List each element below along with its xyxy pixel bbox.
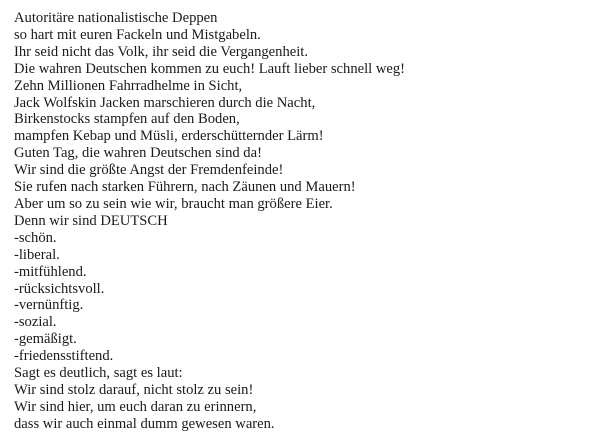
text-line: Wir sind stolz darauf, nicht stolz zu sein!	[14, 381, 254, 398]
text-line: Zehn Millionen Fahrradhelme in Sicht,	[14, 77, 243, 94]
list-item: -liberal.	[14, 246, 60, 263]
text-line: Sie rufen nach starken Führern, nach Zäunen und Mauern!	[14, 179, 356, 196]
text-line: Wir sind hier, um euch daran zu erinnern,	[14, 398, 257, 415]
list-item: -sozial.	[14, 314, 57, 331]
list-item: -mitfühlend.	[14, 263, 87, 280]
text-line: Sagt es deutlich, sagt es laut:	[14, 365, 183, 382]
text-line: Guten Tag, die wahren Deutschen sind da!	[14, 145, 262, 162]
list-item: -rücksichtsvoll.	[14, 280, 105, 297]
list-item: -gemäßigt.	[14, 331, 77, 348]
text-line: Jack Wolfskin Jacken marschieren durch die Nacht,	[14, 94, 316, 111]
text-line: Birkenstocks stampfen auf den Boden,	[14, 111, 240, 128]
list-item: -schön.	[14, 229, 57, 246]
list-item: -vernünftig.	[14, 297, 84, 314]
text-line: Denn wir sind DEUTSCH	[14, 212, 168, 229]
text-line: so hart mit euren Fackeln und Mistgabeln.	[14, 26, 261, 43]
text-line: dass wir auch einmal dumm gewesen waren.	[14, 415, 275, 432]
text-line: mampfen Kebap und Müsli, erderschütternder Lärm!	[14, 128, 324, 145]
list-item: -friedensstiftend.	[14, 348, 114, 365]
text-line: Ihr seid nicht das Volk, ihr seid die Vergangenheit.	[14, 43, 308, 60]
text-line: Die wahren Deutschen kommen zu euch! Lauft lieber schnell weg!	[14, 60, 406, 77]
text-line: Autoritäre nationalistische Deppen	[14, 10, 218, 26]
document-body	[14, 10, 405, 433]
text-line: Aber um so zu sein wie wir, braucht man größere Eier.	[14, 195, 333, 212]
text-line: Wir sind die größte Angst der Fremdenfeinde!	[14, 162, 284, 179]
